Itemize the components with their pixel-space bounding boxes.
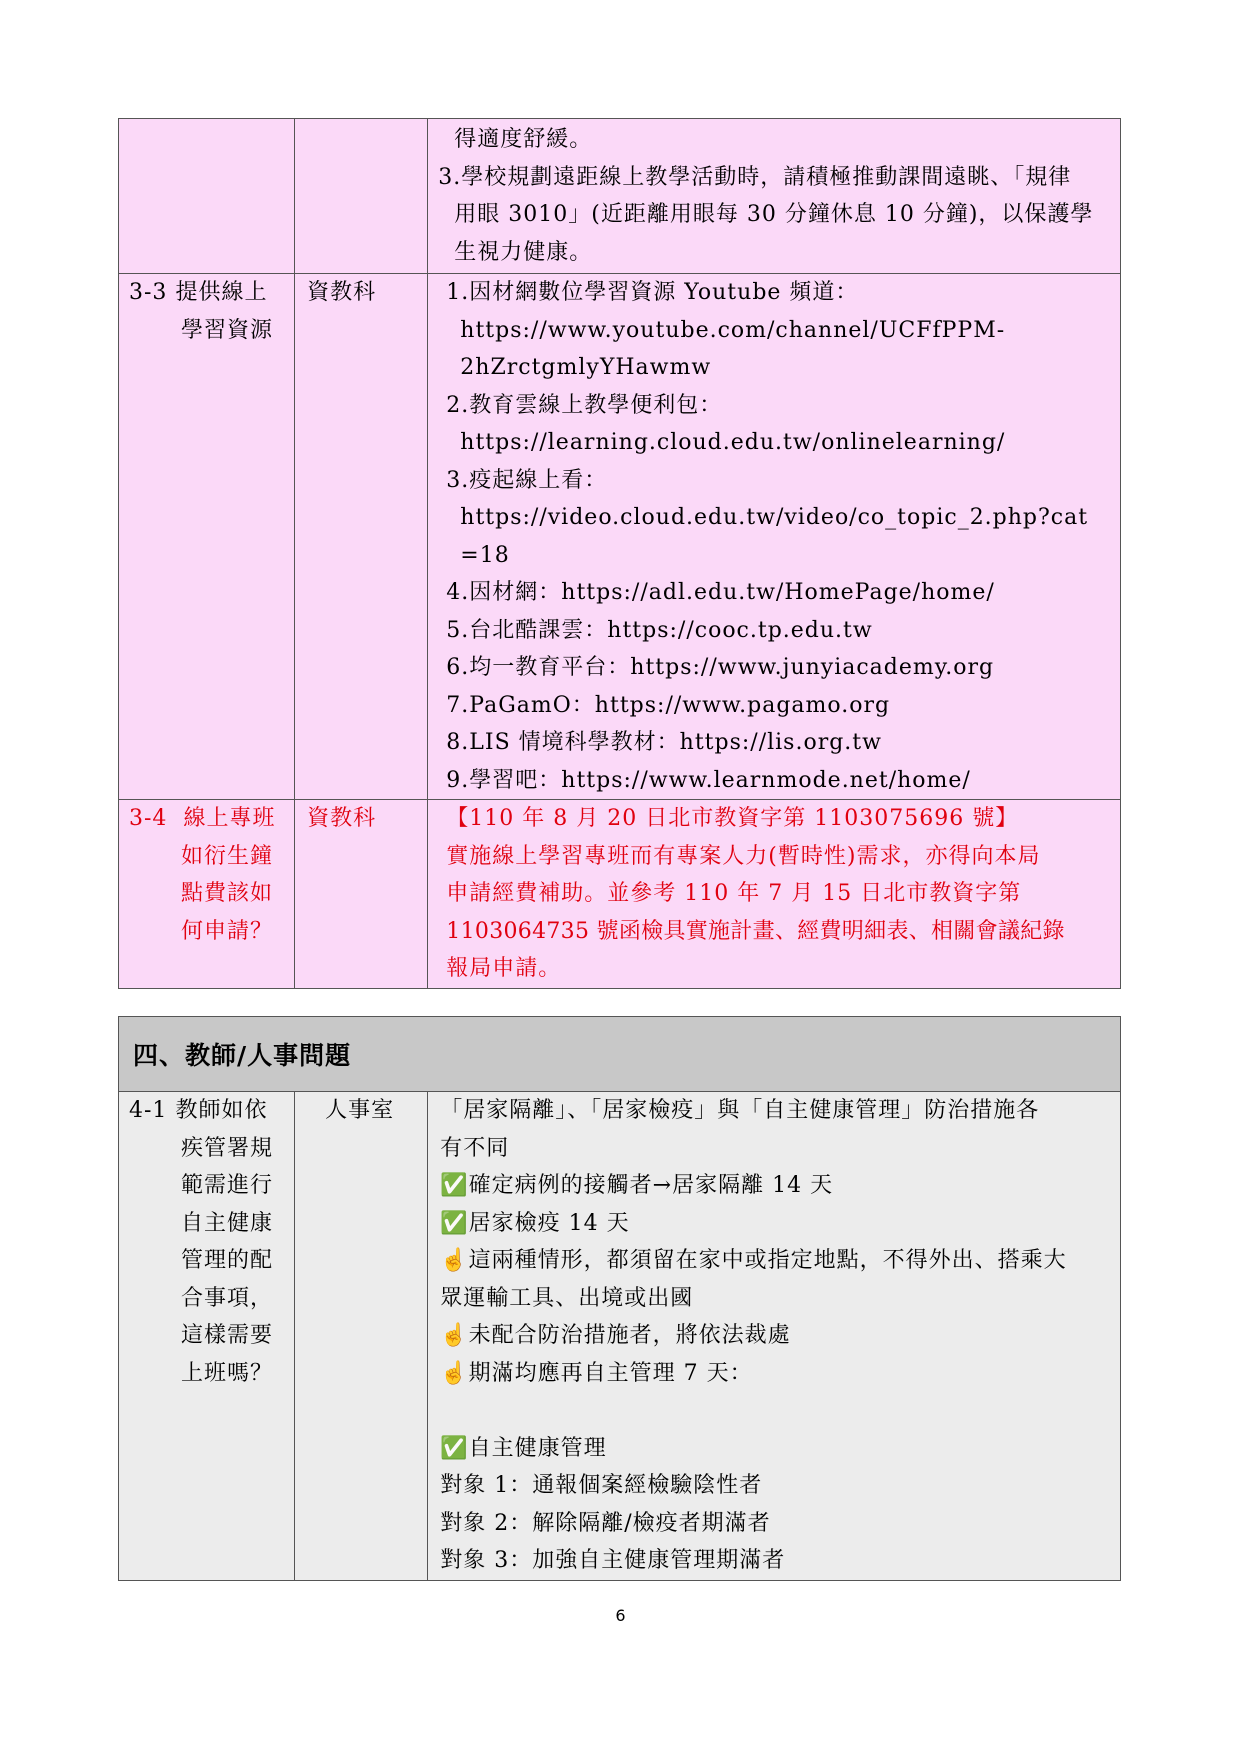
item-title: 點費該如 (181, 881, 274, 906)
content-line: ☝這兩種情形，都須留在家中或指定地點，不得外出、搭乘大 (440, 1248, 1067, 1273)
item-title: 疾管署規 (181, 1135, 274, 1161)
content-line: 對象 1：通報個案經檢驗陰性者 (440, 1473, 763, 1498)
item-title: 上班嗎？ (181, 1360, 274, 1386)
content-line: 報局申請。 (446, 956, 562, 981)
item-title: 範需進行 (181, 1173, 274, 1198)
section-header-row (119, 1017, 1121, 1092)
content-line: ✅確定病例的接觸者→居家隔離 14 天 (440, 1173, 834, 1198)
dept-cell (295, 119, 428, 274)
content-cell (428, 1092, 1121, 1581)
department: 資教科 (307, 806, 377, 831)
resource-link: 2hZrctgmlyYHawmw (460, 355, 712, 380)
table-row-3-3 (119, 274, 1121, 800)
section-title: 四、教師/人事問題 (133, 1041, 352, 1070)
item-number: 3-3 (129, 280, 168, 305)
content-line: 生視力健康。 (454, 239, 593, 265)
section-3-table (118, 118, 1121, 989)
content-cell (428, 119, 1121, 274)
table-row-4-1 (119, 1092, 1121, 1581)
content-line: 申請經費補助。並參考 110 年 7 月 15 日北市教資字第 (446, 881, 1022, 906)
item-cell (119, 800, 295, 989)
resource-item: 8.LIS 情境科學教材：https://lis.org.tw (446, 730, 882, 755)
item-title: 何申請？ (181, 918, 274, 944)
item-title: 教師如依 (175, 1098, 268, 1123)
item-title: 合事項， (181, 1285, 274, 1311)
resource-link: https://video.cloud.edu.tw/video/co_topic_2.php?cat (460, 505, 1089, 530)
content-cell (428, 274, 1121, 800)
content-line: 有不同 (440, 1135, 510, 1161)
content-line: 1103064735 號函檢具實施計畫、經費明細表、相關會議紀錄 (446, 918, 1065, 944)
item-title: 提供線上 (175, 280, 268, 305)
content-line: 對象 2：解除隔離/檢疫者期滿者 (440, 1510, 771, 1536)
content-line: 3.學校規劃遠距線上教學活動時，請積極推動課間遠眺、「規律 (438, 164, 1072, 190)
resource-item: 1.因材網數位學習資源 Youtube 頻道： (446, 280, 859, 305)
resource-item: 3.疫起線上看： (446, 467, 608, 493)
item-title: 這樣需要 (181, 1323, 274, 1348)
item-title: 管理的配 (181, 1248, 274, 1273)
content-line: 【110 年 8 月 20 日北市教資字第 1103075696 號】 (446, 806, 1019, 831)
content-line: ✅自主健康管理 (440, 1435, 607, 1461)
dept-cell (295, 1092, 428, 1581)
item-cell (119, 274, 295, 800)
content-line: ✅居家檢疫 14 天 (440, 1210, 630, 1236)
resource-link: =18 (460, 542, 510, 568)
resource-item: 5.台北酷課雲：https://cooc.tp.edu.tw (446, 617, 873, 643)
resource-item: 4.因材網：https://adl.edu.tw/HomePage/home/ (446, 580, 995, 605)
content-line: 對象 3：加強自主健康管理期滿者 (440, 1548, 786, 1573)
content-line: 用眼 3010」(近距離用眼每 30 分鐘休息 10 分鐘)，以保護學 (454, 202, 1094, 227)
resource-item: 7.PaGamO：https://www.pagamo.org (446, 692, 891, 718)
content-line: 實施線上學習專班而有專案人力(暫時性)需求，亦得向本局 (446, 843, 1041, 869)
content-line: 得適度舒緩。 (454, 127, 593, 152)
table-row-continuation (119, 119, 1121, 274)
resource-link: https://www.youtube.com/channel/UCFfPPM- (460, 317, 1006, 343)
content-line: ☝期滿均應再自主管理 7 天： (440, 1360, 753, 1386)
section-header (119, 1017, 1121, 1092)
item-number: 4-1 (129, 1098, 168, 1123)
table-row-3-4 (119, 800, 1121, 989)
content-line: 眾運輸工具、出境或出國 (440, 1285, 694, 1311)
item-title: 如衍生鐘 (181, 843, 274, 869)
resource-item: 6.均一教育平台：https://www.junyiacademy.org (446, 655, 995, 680)
resource-item: 9.學習吧：https://www.learnmode.net/home/ (446, 767, 971, 793)
page-number: 6 (615, 1606, 626, 1625)
section-4-table (118, 1016, 1121, 1581)
item-title: 線上專班 (183, 806, 276, 831)
item-title: 學習資源 (181, 317, 274, 343)
item-cell (119, 1092, 295, 1581)
department: 人事室 (325, 1098, 395, 1123)
item-number: 3-4 (129, 806, 168, 831)
dept-cell (295, 800, 428, 989)
resource-item: 2.教育雲線上教學便利包： (446, 392, 723, 418)
item-cell (119, 119, 295, 274)
resource-link: https://learning.cloud.edu.tw/onlinelearning/ (460, 430, 1006, 455)
item-title: 自主健康 (181, 1210, 274, 1236)
blank-line (440, 1392, 1116, 1430)
dept-cell (295, 274, 428, 800)
content-line: 「居家隔離」、「居家檢疫」與「自主健康管理」防治措施各 (440, 1098, 1040, 1123)
department: 資教科 (307, 280, 377, 305)
content-cell (428, 800, 1121, 989)
content-line: ☝未配合防治措施者，將依法裁處 (440, 1323, 791, 1348)
